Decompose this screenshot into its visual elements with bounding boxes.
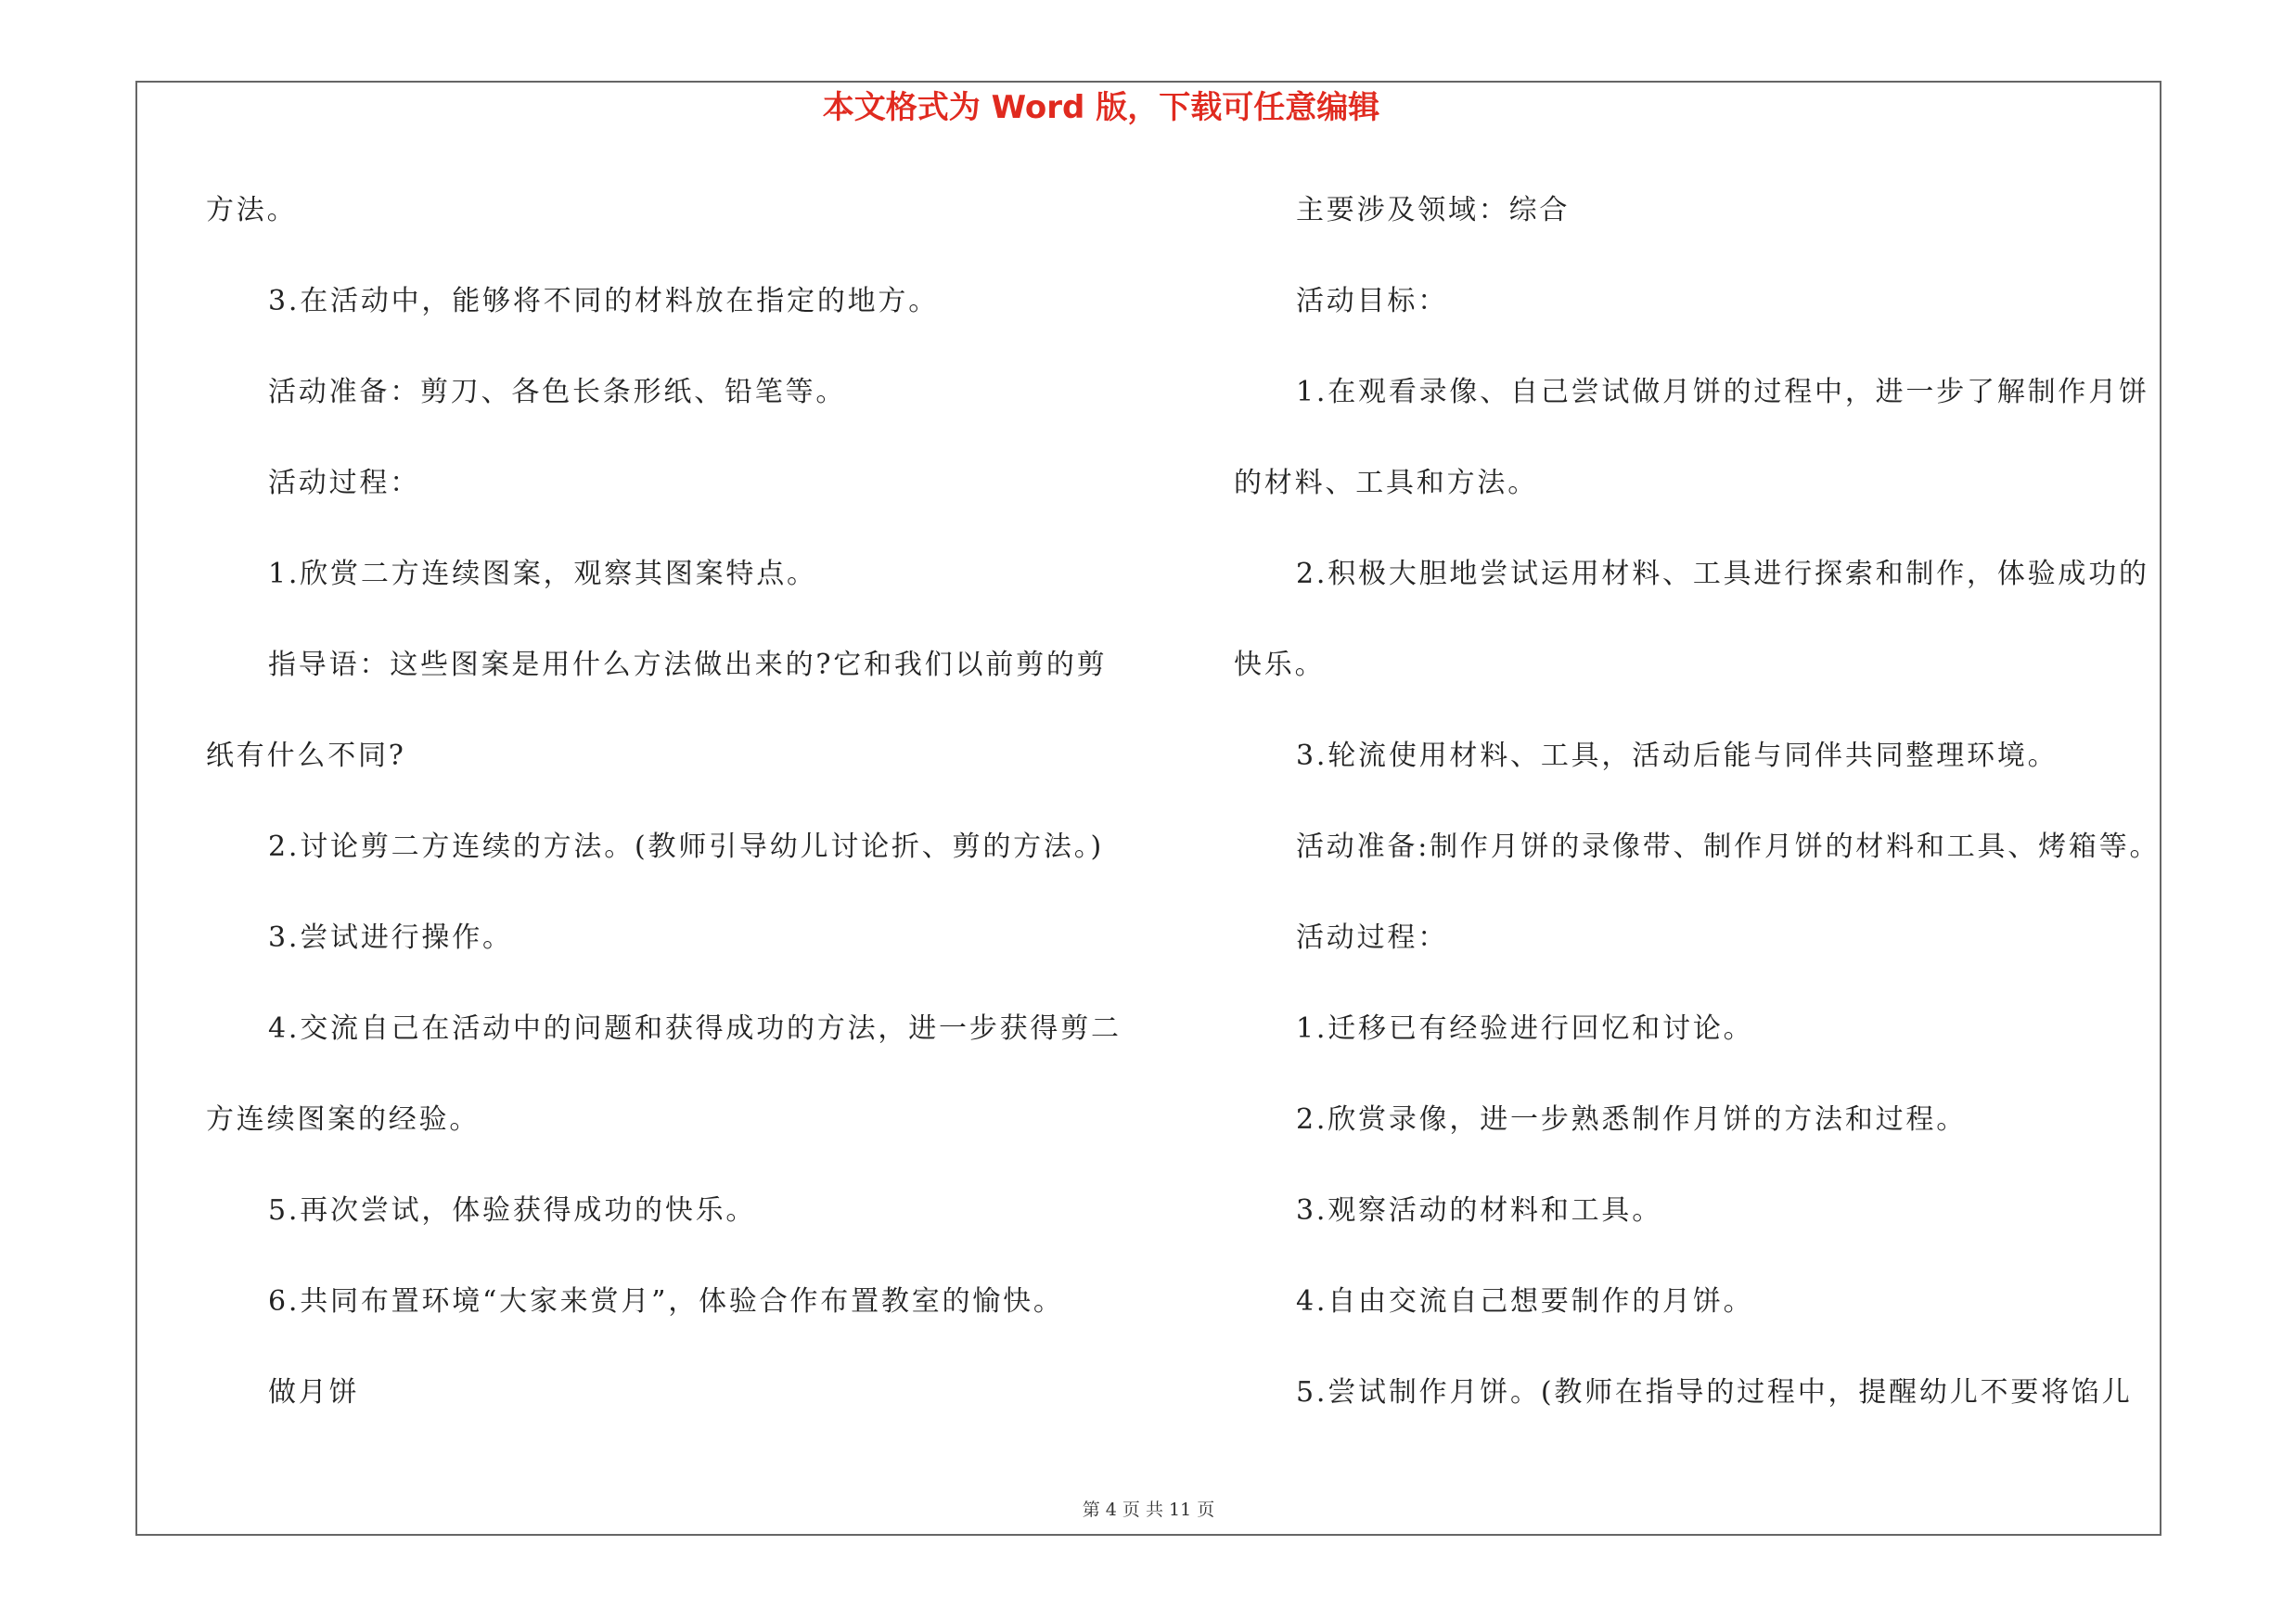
section-title: 做月饼 bbox=[268, 1376, 360, 1409]
text-line: 1.迁移已有经验进行回忆和讨论。 bbox=[1296, 1012, 1754, 1045]
right-text-column bbox=[1234, 165, 2161, 1438]
text-line: 方连续图案的经验。 bbox=[206, 1103, 481, 1136]
format-notice-banner: 本文格式为 Word 版，下载可任意编辑 bbox=[822, 89, 1380, 126]
text-line: 的材料、工具和方法。 bbox=[1234, 467, 1538, 499]
section-heading: 活动目标： bbox=[1296, 285, 1448, 317]
text-line: 5.尝试制作月饼。(教师在指导的过程中，提醒幼儿不要将馅儿 bbox=[1296, 1376, 2133, 1409]
text-line: 方法。 bbox=[206, 194, 298, 226]
text-line: 4.自由交流自己想要制作的月饼。 bbox=[1296, 1285, 1754, 1318]
text-line: 2.欣赏录像，进一步熟悉制作月饼的方法和过程。 bbox=[1296, 1103, 1968, 1136]
text-line: 3.观察活动的材料和工具。 bbox=[1296, 1194, 1663, 1227]
text-line: 纸有什么不同? bbox=[206, 740, 406, 772]
text-line: 快乐。 bbox=[1234, 649, 1326, 681]
text-line: 2.讨论剪二方连续的方法。(教师引导幼儿讨论折、剪的方法。) bbox=[268, 831, 1105, 863]
text-line: 活动准备：剪刀、各色长条形纸、铅笔等。 bbox=[268, 376, 847, 408]
text-line: 3.在活动中，能够将不同的材料放在指定的地方。 bbox=[268, 285, 940, 317]
text-line: 活动准备:制作月饼的录像带、制作月饼的材料和工具、烤箱等。 bbox=[1296, 831, 2161, 863]
section-heading: 活动过程： bbox=[1296, 921, 1448, 954]
text-line: 1.欣赏二方连续图案，观察其图案特点。 bbox=[268, 558, 817, 590]
left-text-column bbox=[206, 165, 1171, 1438]
text-line: 指导语：这些图案是用什么方法做出来的?它和我们以前剪的剪 bbox=[268, 649, 1108, 681]
text-line: 5.再次尝试，体验获得成功的快乐。 bbox=[268, 1194, 757, 1227]
page-number: 第 4 页 共 11 页 bbox=[1082, 1500, 1215, 1520]
text-line: 6.共同布置环境“大家来赏月”，体验合作布置教室的愉快。 bbox=[268, 1285, 1064, 1318]
text-line: 4.交流自己在活动中的问题和获得成功的方法，进一步获得剪二 bbox=[268, 1012, 1122, 1045]
text-line: 3.轮流使用材料、工具，活动后能与同伴共同整理环境。 bbox=[1296, 740, 2059, 772]
section-heading: 活动过程： bbox=[268, 467, 420, 499]
text-line: 主要涉及领域：综合 bbox=[1296, 194, 1571, 226]
text-line: 3.尝试进行操作。 bbox=[268, 921, 513, 954]
text-line: 2.积极大胆地尝试运用材料、工具进行探索和制作，体验成功的 bbox=[1296, 558, 2149, 590]
text-line: 1.在观看录像、自己尝试做月饼的过程中，进一步了解制作月饼 bbox=[1296, 376, 2149, 408]
